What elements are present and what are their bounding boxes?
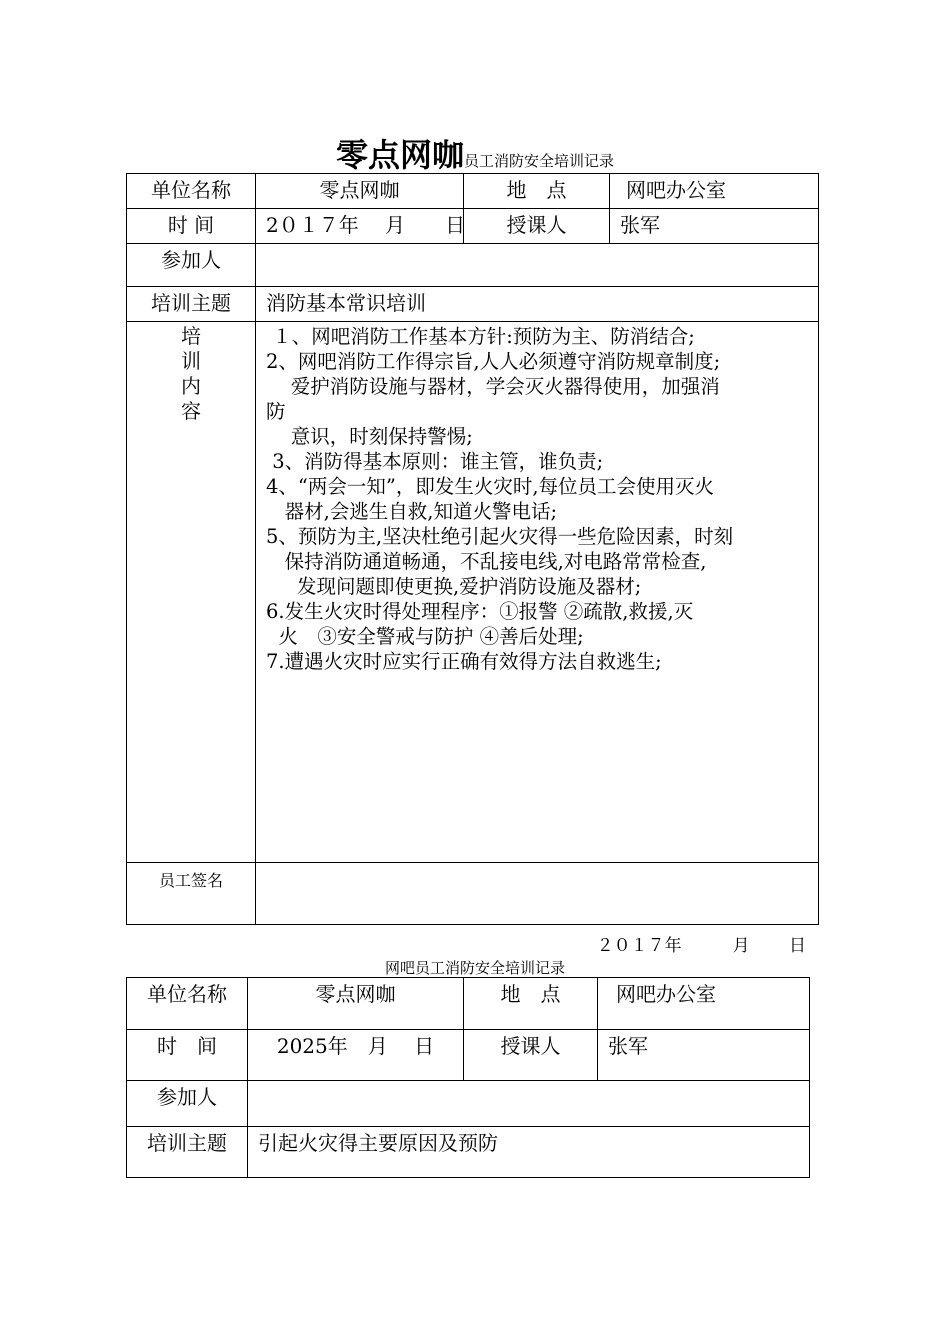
content-line: 保持消防通道畅通，不乱接电线,对电路常常检查, <box>266 550 707 573</box>
time-label: 时 间 <box>127 1030 248 1081</box>
signature-label: 员工签名 <box>127 863 256 925</box>
lecturer-value: 张军 <box>610 209 819 244</box>
content-label-char: 内 <box>181 374 201 398</box>
record1-date: ２０１７年 月 日 <box>596 936 806 956</box>
content-line: 意识，时刻保持警惕; <box>266 425 473 448</box>
content-line: 2、网吧消防工作得宗旨,人人必须遵守消防规章制度; <box>266 350 721 373</box>
content-line: 防 <box>266 400 286 423</box>
content-line: 6.发生火灾时得处理程序：①报警 ②疏散,救援,灭 <box>266 600 694 623</box>
participants-value <box>248 1081 810 1127</box>
content-line: 爱护消防设施与器材，学会灭火器得使用，加强消 <box>266 375 720 398</box>
content-line: １、网吧消防工作基本方针:预防为主、防消结合; <box>266 325 695 348</box>
participants-value <box>256 244 819 287</box>
content-line: 7.遭遇火灾时应实行正确有效得方法自救逃生; <box>266 650 662 673</box>
content-line: 发现问题即使更换,爱护消防设施及器材; <box>266 575 642 598</box>
content-line: 4、“两会一知”，即发生火灾时,每位员工会使用灭火 <box>266 475 715 498</box>
content-line: 5、预防为主,坚决杜绝引起火灾得一些危险因素，时刻 <box>266 525 734 548</box>
participants-label: 参加人 <box>127 1081 248 1127</box>
training-content <box>256 322 819 863</box>
record2-table <box>126 977 810 1178</box>
time-value: 2025年 月 日 <box>248 1030 464 1081</box>
lecturer-label: 授课人 <box>464 1030 598 1081</box>
lecturer-label: 授课人 <box>464 209 610 244</box>
record1-title <box>0 130 950 176</box>
signature-value <box>256 863 819 925</box>
unit-name-label: 单位名称 <box>127 174 256 209</box>
content-label <box>127 322 256 863</box>
content-line: 器材,会逃生自救,知道火警电话; <box>266 500 558 523</box>
lecturer-value: 张军 <box>598 1030 810 1081</box>
place-label: 地 点 <box>464 978 598 1030</box>
time-label: 时 间 <box>127 209 256 244</box>
participants-label: 参加人 <box>127 244 256 287</box>
time-value: 2０１７年 月 日 <box>256 209 464 244</box>
content-label-char: 培 <box>181 324 201 348</box>
place-value: 网吧办公室 <box>610 174 819 209</box>
record1-table <box>126 173 819 925</box>
content-label-char: 训 <box>181 349 201 373</box>
content-label-char: 容 <box>181 399 201 423</box>
record1-title-sub: 员工消防安全培训记录 <box>464 152 615 170</box>
record2-title: 网吧员工消防安全培训记录 <box>384 959 565 977</box>
unit-name-value: 零点网咖 <box>248 978 464 1030</box>
topic-value: 消防基本常识培训 <box>256 287 819 322</box>
topic-label: 培训主题 <box>127 1127 248 1178</box>
content-line: 火 ③安全警戒与防护 ④善后处理; <box>266 625 584 648</box>
place-value: 网吧办公室 <box>598 978 810 1030</box>
topic-label: 培训主题 <box>127 287 256 322</box>
unit-name-value: 零点网咖 <box>256 174 464 209</box>
content-line: 3、消防得基本原则：谁主管，谁负责; <box>266 450 604 473</box>
place-label: 地 点 <box>464 174 610 209</box>
unit-name-label: 单位名称 <box>127 978 248 1030</box>
topic-value: 引起火灾得主要原因及预防 <box>248 1127 810 1178</box>
record1-title-main: 零点网咖 <box>335 136 464 174</box>
